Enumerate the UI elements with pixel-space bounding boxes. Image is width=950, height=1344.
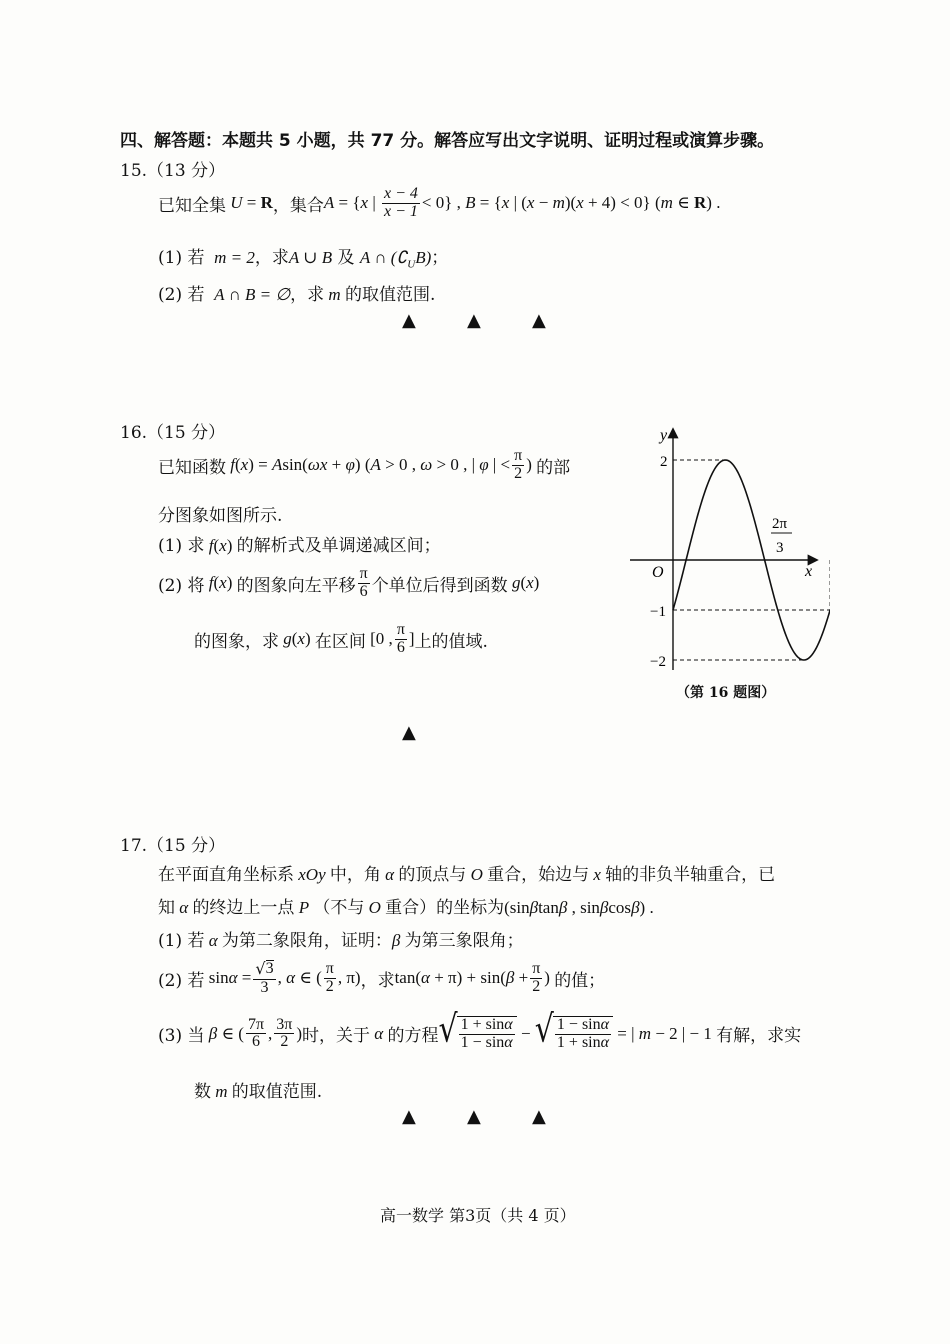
q15-text-1: 已知全集 [158, 195, 226, 216]
q17-frac-pi2-a: $\frac{\pi}{2}$ [325, 960, 334, 995]
q17-marker-3: ▲ [532, 1106, 546, 1127]
q16-math-fx-1: f(x) [208, 536, 237, 555]
q17-frac-sqrt-1: $\frac{1 + \sin\alpha}{1 - \sin\alpha}$ [460, 1016, 513, 1051]
q17-text-12: 为第三象限角； [404, 931, 524, 951]
q16-text-1: 已知函数 [158, 457, 226, 478]
q15-number: 15.（13 分） [120, 161, 226, 181]
q17-sqrt-1: √ $\frac{1 + \sin\alpha}{1 - \sin\alpha}$ [438, 1016, 516, 1052]
q17-frac-sqrt3: √ 3 3 [255, 959, 274, 996]
q16-math-gx-2: g(x) [283, 629, 315, 649]
q17-part3 [158, 1007, 802, 1052]
q16-stem-2: 分图象如图所示. [158, 506, 283, 526]
q16-graph-y-tick-2: 2 [660, 454, 668, 470]
q17-text-4: 重合，始边与 [487, 865, 590, 885]
q15-math-eq: = [242, 193, 261, 213]
q15-bar: | [368, 193, 380, 213]
q17-math-P: P [294, 898, 314, 917]
q17-text-15: 的值； [554, 970, 606, 991]
q15-math-U: U [226, 193, 243, 213]
q15-semicolon: ； [431, 248, 449, 267]
q17-frac-pi2-b: $\frac{\pi}{2}$ [532, 960, 541, 995]
q15-text-4: ，求 [254, 248, 289, 268]
q16-text-4: (1) 求 [158, 536, 205, 556]
q16-math-fx-2: f(x) [208, 573, 237, 593]
q16-frac-pi6-shift: $\frac{\pi}{6}$ [359, 565, 368, 600]
q17-math-alpha-1: α [380, 865, 399, 884]
q16-figure-caption: （第 16 题图） [676, 685, 776, 701]
q17-rhs: = | m − 2 | − 1 [613, 1023, 717, 1043]
q15-frac-A: $\frac{x - 4}{x - 1}$ [384, 185, 418, 220]
q15-marker-2: ▲ [467, 310, 481, 331]
q17-math-alpha-in: , α ∈ ( [277, 968, 322, 988]
q15-part2 [158, 280, 435, 305]
q17-text-7: 的终边上一点 [192, 898, 295, 918]
q17-part3-line2 [194, 1077, 322, 1102]
q17-frac-7pi6: $\frac{7\pi}{6}$ [247, 1015, 265, 1051]
q16-graph-x-tick-den: 3 [776, 540, 784, 556]
q15-set-A-def-close: < 0} , [421, 193, 466, 213]
q17-text-6: 知 [158, 898, 175, 918]
q15-text-3: (1) 若 [158, 248, 205, 268]
q17-math-beta-1: β [391, 931, 405, 950]
q16-graph-y-label: y [660, 427, 668, 444]
q17-text-19: 有解，求实 [716, 1026, 802, 1047]
q17-text-5: 轴的非负半轴重合，已 [605, 865, 776, 885]
q17-math-pi-close: , π) [337, 968, 361, 988]
q15-set-A-def-open: = { [334, 193, 361, 213]
q15-text-2: ，集合 [272, 195, 324, 216]
q17-text-11: 为第二象限角，证明： [221, 931, 392, 951]
q16-part1 [158, 531, 441, 556]
q17-math-O-1: O [466, 865, 488, 884]
q15-text-6: (2) 若 [158, 285, 205, 305]
q17-math-alpha-3: α [204, 931, 222, 950]
q17-text-9: 重合）的坐标为 [385, 898, 505, 918]
q16-frac-pi2: $\frac{\pi}{2}$ [514, 447, 523, 482]
q16-graph [620, 420, 830, 680]
q17-part2 [158, 960, 605, 997]
q16-text-10: 在区间 [314, 631, 366, 652]
q17-math-m: m [211, 1082, 232, 1101]
q16-graph-x-tick-label [771, 516, 792, 556]
q16-text-8: 个单位后得到函数 [371, 575, 508, 596]
q16-graph-y-tick-neg2: −2 [650, 654, 666, 670]
q16-text-6: (2) 将 [158, 575, 205, 596]
q17-marker-1: ▲ [402, 1106, 416, 1127]
q17-comma: , [268, 1023, 273, 1043]
q17-paren: ) [296, 1023, 303, 1043]
q17-math-beta-in: β ∈ ( [208, 1023, 244, 1043]
q16-text-5: 的解析式及单调递减区间； [236, 536, 441, 556]
q17-frac-sqrt-2: $\frac{1 - \sin\alpha}{1 + \sin\alpha}$ [556, 1016, 610, 1051]
q17-text-1: 在平面直角坐标系 [158, 865, 294, 885]
q17-math-xOy: xOy [294, 865, 330, 884]
q16-graph-origin: O [652, 564, 664, 581]
q16-interval-open: [0 , [365, 629, 393, 649]
section-header: 四、解答题：本题共 5 小题，共 77 分。解答应写出文字说明、证明过程或演算步骤。 [120, 131, 775, 151]
q17-part1 [158, 926, 524, 951]
q15-set-B-def: = {x | (x − m)(x + 4) < 0} (m ∈ R) . [475, 193, 721, 213]
q17-math-sin-alpha: sinα = [204, 968, 252, 988]
q17-math-paren-close: ) [544, 968, 555, 988]
q15-set-B: B [465, 193, 476, 213]
q15-stem [158, 186, 720, 221]
q15-text-8: 的取值范围. [344, 285, 436, 305]
q17-text-18: 的方程 [387, 1026, 439, 1047]
q17-marker-2: ▲ [467, 1106, 481, 1127]
q15-math-empty: A ∩ B = ∅ [209, 285, 291, 304]
q15-text-7: ，求 [290, 285, 325, 305]
q17-math-alpha-4: α [370, 1023, 388, 1043]
q16-text-7: 的图象向左平移 [236, 575, 356, 596]
q16-interval-close: ] [408, 629, 415, 649]
q17-text-3: 的顶点与 [398, 865, 467, 885]
q17-math-O-2: O [364, 898, 386, 917]
q16-part2 [158, 566, 539, 601]
q16-graph-x-label: x [805, 563, 813, 580]
q15-set-A: A [323, 193, 335, 213]
q16-part2-line2 [194, 622, 488, 657]
q17-math-alpha-2: α [175, 898, 193, 917]
q17-frac-3pi2: $\frac{3\pi}{2}$ [276, 1015, 293, 1051]
q15-math-intersect: A ∩ $(∁_UB)$ [359, 248, 432, 271]
q15-marker-3: ▲ [532, 310, 546, 331]
q17-number: 17.（15 分） [120, 836, 226, 856]
q16-text-11: 上的值域. [414, 631, 488, 652]
q16-number: 16.（15 分） [120, 423, 226, 443]
q15-part1 [158, 243, 448, 270]
q15-marker-1: ▲ [402, 310, 416, 331]
q16-graph-y-tick-neg1: −1 [650, 604, 666, 620]
q17-text-16: (3) 当 [158, 1026, 205, 1047]
q17-text-14: ，求 [360, 970, 395, 991]
q17-minus: − [516, 1023, 535, 1043]
q15-math-union: A ∪ B [288, 248, 333, 267]
q16-marker: ▲ [402, 722, 416, 743]
q17-math-x: x [589, 865, 606, 884]
q17-math-tan-sum: tan(α + π) + sin(β + [394, 968, 529, 988]
q17-sqrt-2: √ $\frac{1 - \sin\alpha}{1 + \sin\alpha}$ [535, 1016, 613, 1052]
q15-math-m-eq-2: m = 2 [209, 248, 255, 267]
q17-text-2: 中，角 [329, 865, 381, 885]
page-footer: 高一数学 第3页（共 4 页） [380, 1206, 576, 1225]
q15-set-U: R [260, 193, 273, 213]
q16-math-f: f(x) = Asin(ωx + φ) (A > 0 , ω > 0 , | φ | < [230, 455, 511, 475]
q17-text-8: （不与 [313, 898, 365, 918]
q15-text-5: 及 [337, 248, 355, 268]
q15-math-x: x [360, 193, 369, 213]
q17-text-17: 时，关于 [302, 1026, 371, 1047]
q17-text-13: (2) 若 [158, 970, 205, 991]
q17-math-coord: (sinβtanβ , sinβcosβ) . [504, 898, 654, 917]
q16-graph-x-tick-num: 2π [772, 516, 788, 532]
q16-frac-pi6-interval: $\frac{\pi}{6}$ [396, 621, 405, 656]
q17-stem-1 [158, 860, 775, 885]
q16-close-paren: ) [526, 455, 537, 475]
q16-math-gx: g(x) [511, 573, 540, 593]
q16-stem [158, 448, 570, 483]
q17-text-10: (1) 若 [158, 931, 205, 951]
q16-text-2: 的部 [536, 457, 571, 478]
q17-stem-2 [158, 893, 654, 918]
q15-math-m: m [324, 285, 345, 304]
q17-text-20: 数 [194, 1082, 211, 1102]
q16-text-9: 的图象，求 [194, 631, 279, 652]
q17-text-21: 的取值范围. [231, 1082, 323, 1102]
